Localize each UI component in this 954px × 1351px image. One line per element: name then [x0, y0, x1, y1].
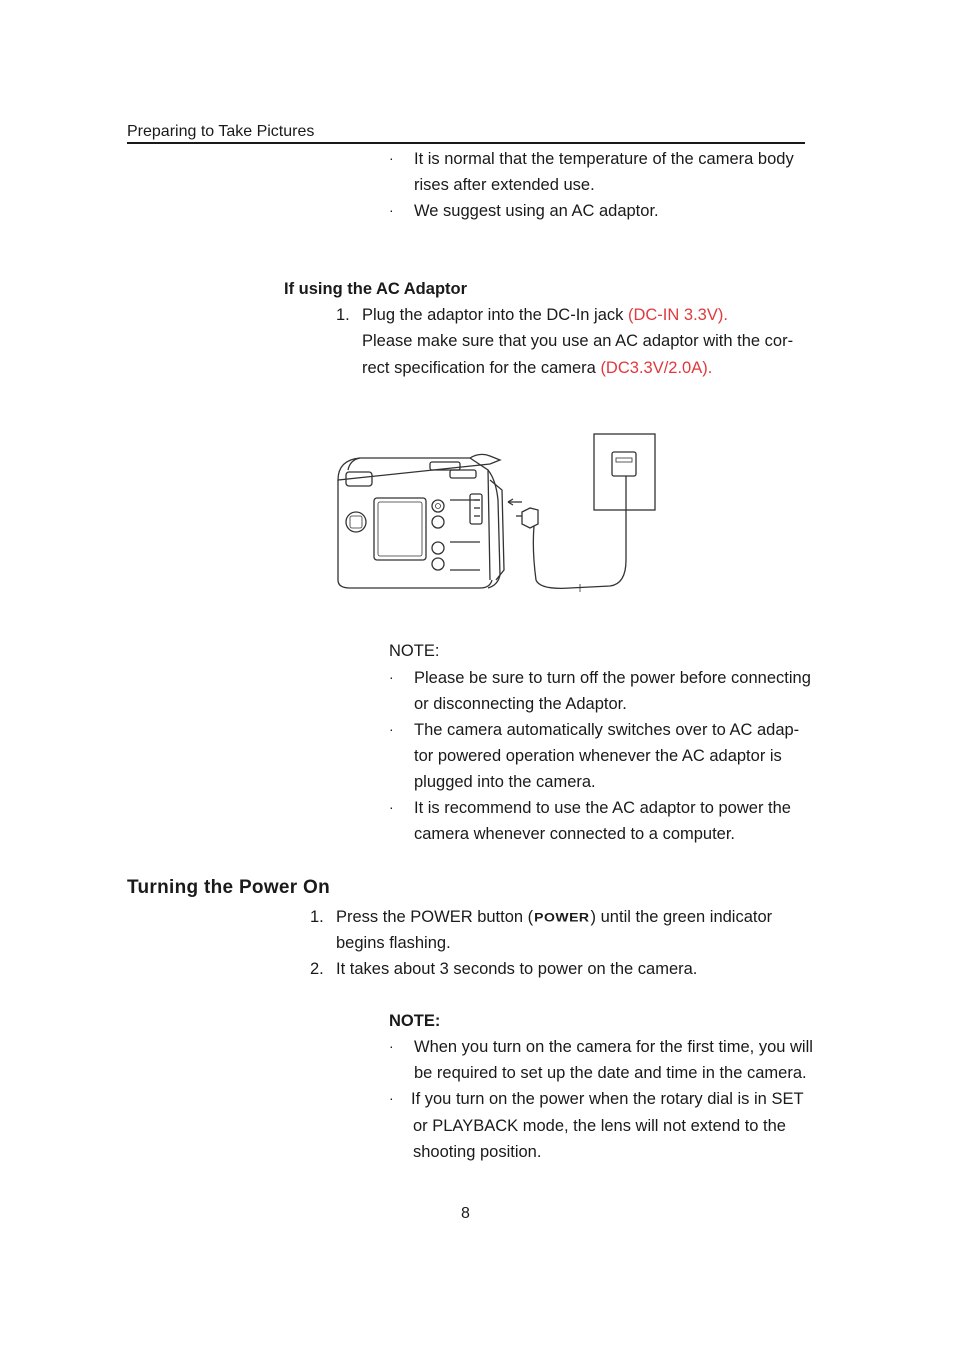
- step-number: 1.: [310, 908, 324, 926]
- step-number: 2.: [310, 960, 324, 978]
- bullet-marker: ·: [389, 669, 394, 685]
- bullet-marker: ·: [389, 1090, 394, 1106]
- step-number: 1.: [336, 306, 350, 324]
- bullet-text-line: rises after extended use.: [414, 176, 595, 194]
- note-text-line: be required to set up the date and time in the camera.: [414, 1064, 807, 1082]
- step-text-line: [362, 359, 712, 378]
- bullet-marker: ·: [389, 202, 394, 218]
- section-heading-ac-adaptor: If using the AC Adaptor: [284, 280, 468, 298]
- step-text: Plug the adaptor into the DC-In jack: [362, 306, 628, 324]
- note-text-line: If you turn on the power when the rotary dial is in SET: [411, 1090, 804, 1108]
- camera-with-ac-adaptor-illustration: [330, 430, 665, 600]
- note-text-line: or disconnecting the Adaptor.: [414, 695, 627, 713]
- note-text-line: or PLAYBACK mode, the lens will not extend to the: [413, 1117, 786, 1135]
- step-text-line: Please make sure that you use an AC adaptor with the cor-: [362, 332, 794, 350]
- note-text-line: The camera automatically switches over to AC adap-: [414, 721, 800, 739]
- bullet-marker: ·: [389, 150, 394, 166]
- step-text: Press the POWER button (: [336, 908, 534, 926]
- note-text-line: When you turn on the camera for the first time, you will: [414, 1038, 813, 1056]
- page-header-title: Preparing to Take Pictures: [127, 123, 315, 140]
- note-title: NOTE:: [389, 1012, 441, 1030]
- step-text-line: [336, 908, 772, 927]
- note-text-line: tor powered operation whenever the AC adaptor is: [414, 747, 782, 765]
- header-rule: [127, 142, 805, 144]
- note-title: NOTE:: [389, 642, 440, 660]
- note-text-line: Please be sure to turn off the power before connecting: [414, 669, 811, 687]
- dc-in-spec: (DC-IN 3.3V).: [627, 306, 728, 324]
- bullet-text-line: We suggest using an AC adaptor.: [414, 202, 659, 220]
- step-text-line: begins flashing.: [336, 934, 451, 952]
- bullet-marker: ·: [389, 721, 394, 737]
- page-number: 8: [461, 1205, 470, 1222]
- bullet-marker: ·: [389, 1038, 394, 1054]
- step-text: rect specification for the camera: [362, 359, 601, 377]
- adaptor-spec: (DC3.3V/2.0A).: [600, 359, 713, 377]
- note-text-line: plugged into the camera.: [414, 773, 596, 791]
- power-button-icon: POWER: [534, 910, 590, 924]
- step-text: ) until the green indicator: [590, 908, 773, 926]
- step-text-line: It takes about 3 seconds to power on the camera.: [336, 960, 698, 978]
- note-text-line: It is recommend to use the AC adaptor to power the: [414, 799, 791, 817]
- section-heading-power-on: Turning the Power On: [127, 877, 331, 898]
- note-text-line: shooting position.: [413, 1143, 542, 1161]
- step-text-line: [362, 306, 728, 325]
- note-text-line: camera whenever connected to a computer.: [414, 825, 736, 843]
- bullet-marker: ·: [389, 799, 394, 815]
- bullet-text-line: It is normal that the temperature of the camera body: [414, 150, 794, 168]
